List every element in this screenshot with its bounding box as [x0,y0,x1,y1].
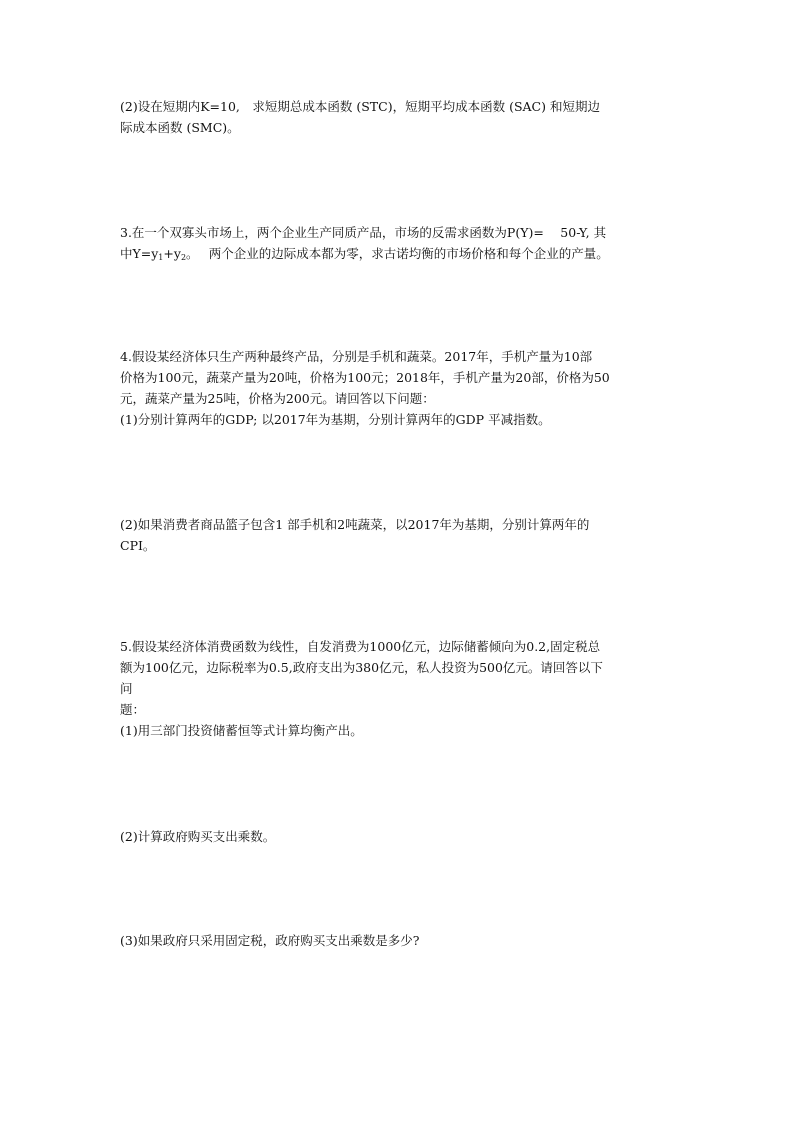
text-fragment: 。 两个企业的边际成本都为零，求古诺均衡的市场价格和每个企业的产量。 [186,246,609,261]
text-line [120,243,680,268]
text-line: 3.在一个双寡头市场上，两个企业生产同质产品，市场的反需求函数为P(Y)= 50-Y, 其 [120,225,607,240]
text-line: 价格为100元，蔬菜产量为20吨，价格为100元；2018年，手机产量为20部，价格为50 [120,370,610,385]
text-line: (2)如果消费者商品篮子包含1 部手机和2吨蔬菜，以2017年为基期，分别计算两年的 [120,517,590,532]
text-line: 题： [120,702,146,717]
text-line: 5.假设某经济体消费函数为线性，自发消费为1000亿元，边际储蓄倾向为0.2,固定税总 [120,639,601,654]
question-5-part-2 [120,826,680,847]
subscript: 2 [180,253,187,262]
question-5 [120,636,680,741]
text-line: (3)如果政府只采用固定税，政府购买支出乘数是多少? [120,933,420,948]
question-4 [120,346,680,430]
subscript: 1 [158,253,164,262]
text-line: (1)用三部门投资储蓄恒等式计算均衡产出。 [120,723,363,738]
text-line: (2)计算政府购买支出乘数。 [120,829,276,844]
text-fragment: +y [163,246,181,261]
text-line: CPI。 [120,538,156,553]
text-line: (1)分别计算两年的GDP; 以2017年为基期，分别计算两年的GDP 平减指数。 [120,412,551,427]
question-3 [120,222,680,268]
question-4-part-2 [120,514,680,556]
text-line: (2)设在短期内K=10, 求短期总成本函数 (STC)，短期平均成本函数 (SAC) 和短期边 [120,99,600,114]
text-line: 问 [120,681,133,696]
text-line: 际成本函数 (SMC)。 [120,120,240,135]
text-line: 4.假设某经济体只生产两种最终产品，分别是手机和蔬菜。2017年，手机产量为10部 [120,349,593,364]
text-fragment: 中Y=y [120,246,159,261]
question-2-part-2 [120,96,680,138]
text-line: 额为100亿元，边际税率为0.5,政府支出为380亿元，私人投资为500亿元。请回答以下 [120,660,603,675]
question-5-part-3 [120,930,680,951]
text-line: 元，蔬菜产量为25吨，价格为200元。请回答以下问题： [120,391,435,406]
